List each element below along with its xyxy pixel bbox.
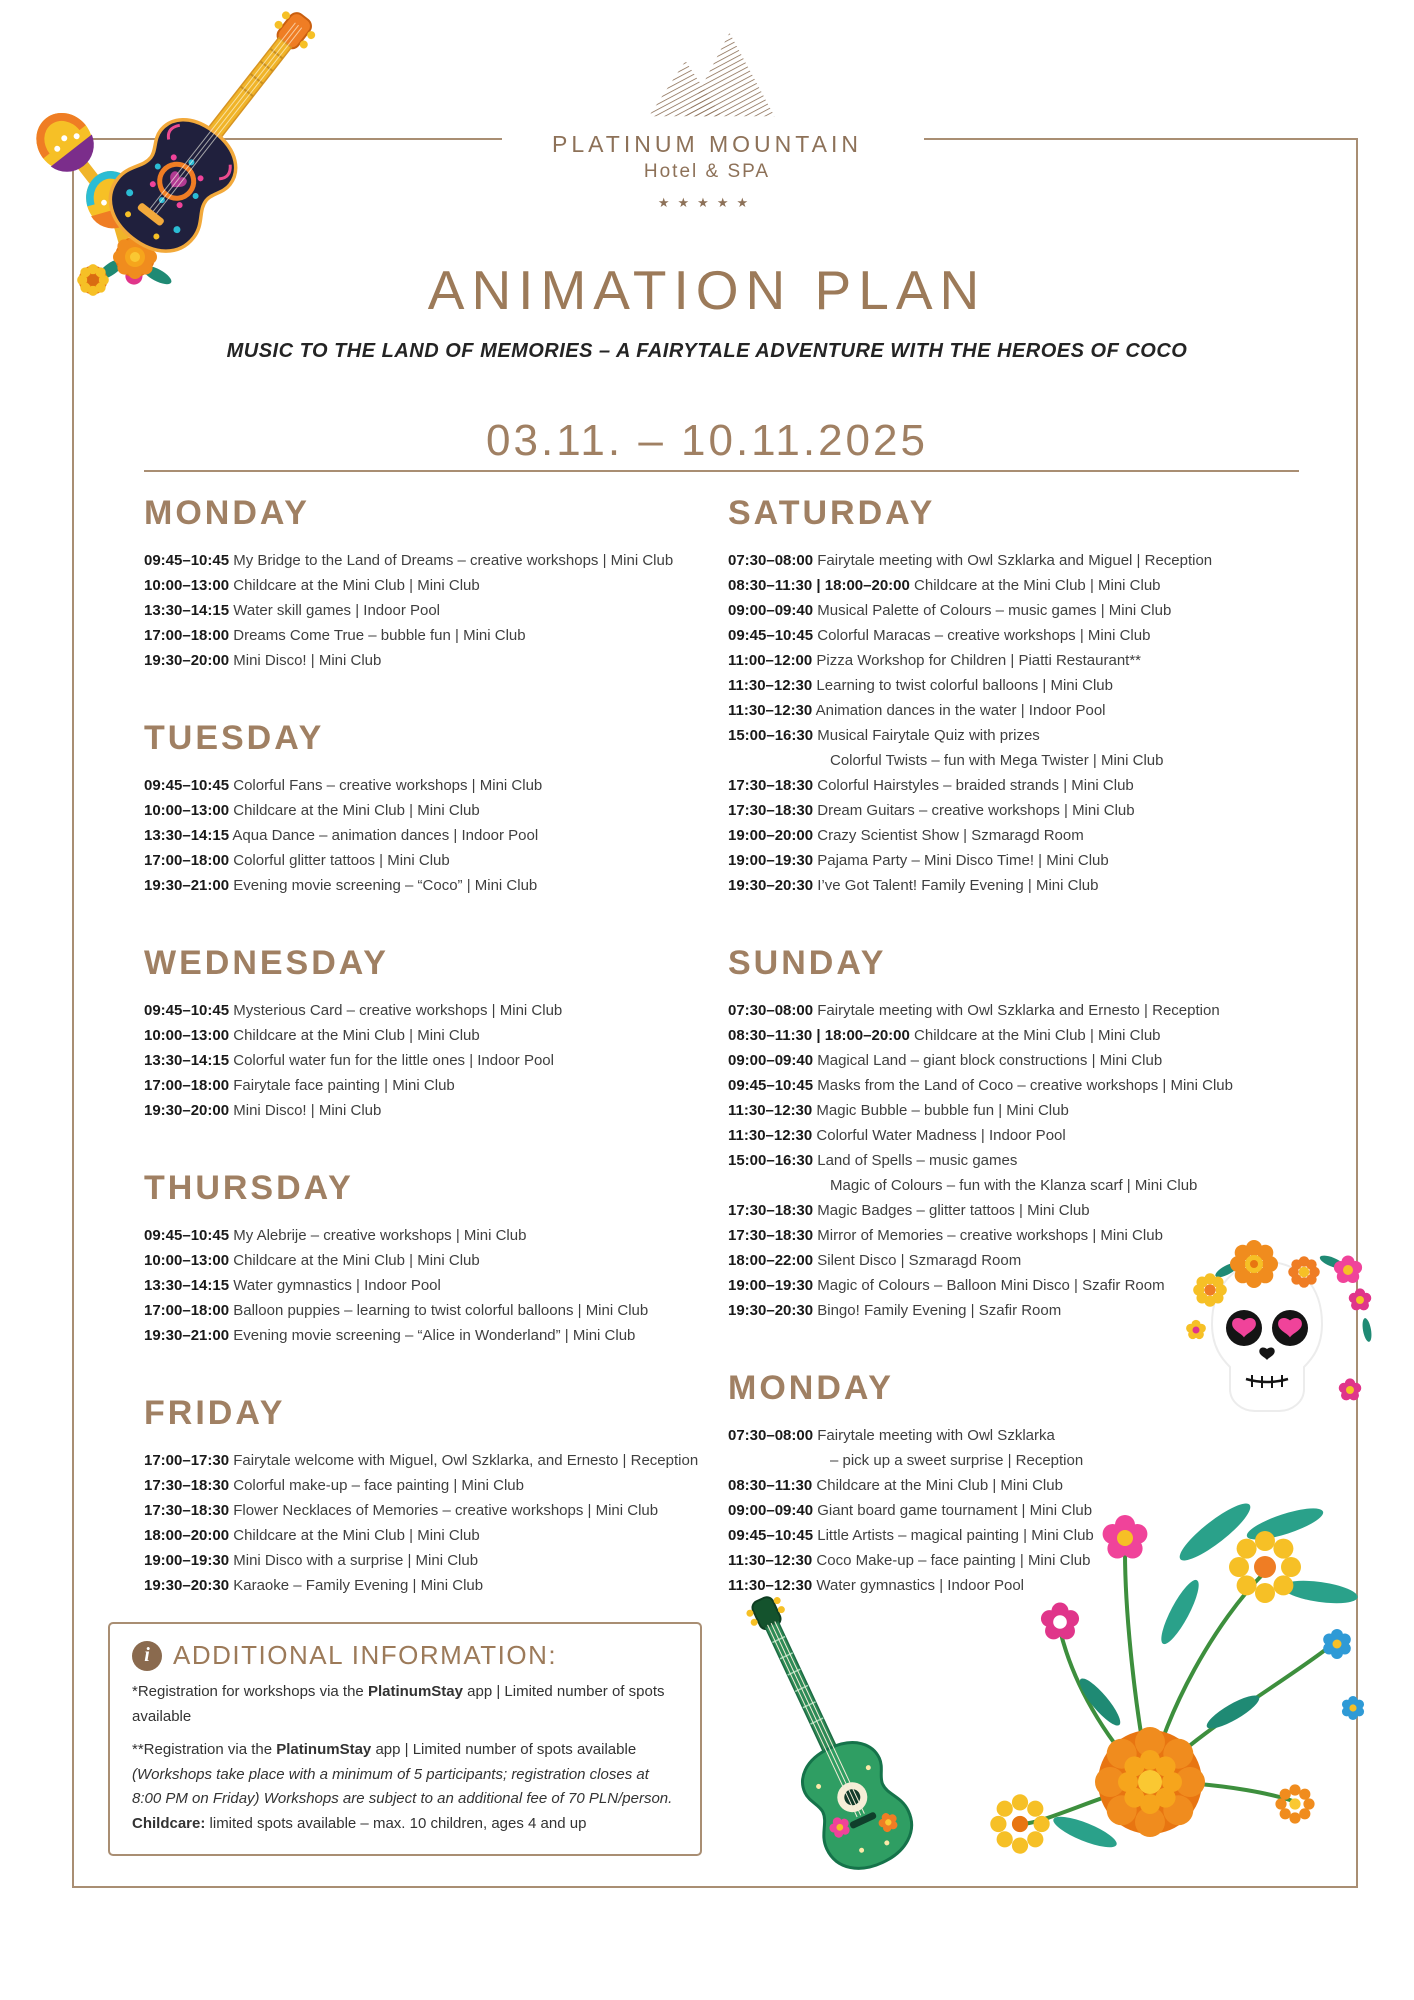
event-time: 17:30–18:30 — [728, 777, 814, 794]
event-line — [144, 1248, 719, 1273]
event-line — [728, 1073, 1328, 1098]
day-section — [728, 1369, 1328, 1598]
event-text: Flower Necklaces of Memories – creative workshops | Mini Club — [233, 1502, 659, 1519]
event-text: Evening movie screening – “Coco” | Mini Club — [233, 877, 538, 894]
event-text: Water skill games | Indoor Pool — [233, 602, 441, 619]
event-text: Dream Guitars – creative workshops | Mini Club — [817, 802, 1135, 819]
event-line — [728, 1423, 1328, 1448]
event-time: 09:00–09:40 — [728, 1052, 814, 1069]
event-line — [144, 1473, 719, 1498]
page-title: ANIMATION PLAN — [427, 259, 987, 321]
event-line — [144, 598, 719, 623]
event-line — [728, 873, 1328, 898]
event-time: 07:30–08:00 — [728, 552, 814, 569]
day-section — [144, 494, 719, 673]
event-line — [728, 1573, 1328, 1598]
event-line — [728, 1173, 1328, 1198]
event-text: Colorful Hairstyles – braided strands | Mini Club — [817, 777, 1134, 794]
event-text: Fairytale meeting with Owl Szklarka and Ernesto | Reception — [817, 1002, 1220, 1019]
event-text: Colorful water fun for the little ones | Indoor Pool — [233, 1052, 554, 1069]
day-title: FRIDAY — [144, 1394, 286, 1432]
event-text: Aqua Dance – animation dances | Indoor Pool — [232, 827, 539, 844]
day-section — [144, 719, 719, 898]
event-text: Colorful Twists – fun with Mega Twister | Mini Club — [830, 752, 1164, 769]
event-line — [728, 1123, 1328, 1148]
event-line — [728, 1048, 1328, 1073]
day-section — [144, 1169, 719, 1348]
event-time: 07:30–08:00 — [728, 1002, 814, 1019]
event-text: Coco Make-up – face painting | Mini Club — [816, 1552, 1091, 1569]
event-line — [728, 1273, 1328, 1298]
event-text: Childcare at the Mini Club | Mini Club — [233, 802, 480, 819]
event-time: 09:45–10:45 — [728, 1077, 814, 1094]
event-text: Fairytale meeting with Owl Szklarka and Miguel | Reception — [817, 552, 1213, 569]
event-text: Magic of Colours – Balloon Mini Disco | Szafir Room — [817, 1277, 1165, 1294]
frame-border-left — [72, 138, 74, 1888]
event-line — [728, 573, 1328, 598]
schedule-column-left — [144, 494, 719, 1644]
event-line — [728, 1448, 1328, 1473]
event-line — [144, 773, 719, 798]
event-line — [728, 798, 1328, 823]
event-text: Childcare at the Mini Club | Mini Club — [914, 577, 1161, 594]
event-line — [728, 1098, 1328, 1123]
event-time: 17:30–18:30 — [144, 1502, 230, 1519]
event-time: 19:30–21:00 — [144, 877, 230, 894]
event-time: 09:45–10:45 — [144, 552, 230, 569]
event-line — [728, 673, 1328, 698]
event-time: 13:30–14:15 — [144, 602, 230, 619]
event-text: Mini Disco! | Mini Club — [233, 1102, 382, 1119]
event-text: My Bridge to the Land of Dreams – creative workshops | Mini Club — [233, 552, 674, 569]
day-title: SATURDAY — [728, 494, 936, 532]
event-time: 11:30–12:30 — [728, 1577, 813, 1594]
brand-subname: Hotel & SPA — [643, 161, 771, 182]
event-time: 17:00–18:00 — [144, 852, 230, 869]
event-time: 17:30–18:30 — [728, 1202, 814, 1219]
event-time: 11:30–12:30 — [728, 702, 813, 719]
event-time: 17:00–18:00 — [144, 1302, 230, 1319]
event-text: Pajama Party – Mini Disco Time! | Mini Club — [817, 852, 1109, 869]
event-time: 19:30–20:30 — [144, 1577, 230, 1594]
event-text: Balloon puppies – learning to twist colorful balloons | Mini Club — [233, 1302, 649, 1319]
event-time: 11:30–12:30 — [728, 1552, 813, 1569]
event-text: Musical Palette of Colours – music games | Mini Club — [817, 602, 1172, 619]
additional-info-box — [108, 1622, 702, 1856]
event-line — [728, 823, 1328, 848]
event-line — [144, 1498, 719, 1523]
event-line — [144, 848, 719, 873]
event-line — [728, 1548, 1328, 1573]
date-range: 03.11. – 10.11.2025 — [486, 416, 928, 465]
event-time: 19:30–20:00 — [144, 652, 230, 669]
event-text: Colorful make-up – face painting | Mini Club — [233, 1477, 524, 1494]
event-text: Magic Badges – glitter tattoos | Mini Club — [817, 1202, 1090, 1219]
event-time: 19:00–20:00 — [728, 827, 814, 844]
day-title: WEDNESDAY — [144, 944, 389, 982]
event-time: 09:00–09:40 — [728, 1502, 814, 1519]
event-text: Childcare at the Mini Club | Mini Club — [233, 577, 480, 594]
schedule-column-right — [728, 494, 1328, 1644]
event-time: 17:00–18:00 — [144, 1077, 230, 1094]
hotel-logo — [0, 26, 1414, 211]
event-time: 18:00–22:00 — [728, 1252, 814, 1269]
event-line — [144, 623, 719, 648]
event-time: 09:45–10:45 — [144, 777, 230, 794]
event-time: 08:30–11:30 | 18:00–20:00 — [728, 577, 910, 594]
event-text: Colorful Fans – creative workshops | Mini Club — [233, 777, 543, 794]
event-time: 10:00–13:00 — [144, 802, 230, 819]
event-time: 11:30–12:30 — [728, 1102, 813, 1119]
event-text: Mysterious Card – creative workshops | Mini Club — [233, 1002, 563, 1019]
event-text: Childcare at the Mini Club | Mini Club — [914, 1027, 1161, 1044]
event-text: Childcare at the Mini Club | Mini Club — [816, 1477, 1063, 1494]
event-line — [728, 723, 1328, 748]
event-line — [144, 1048, 719, 1073]
event-text: – pick up a sweet surprise | Reception — [830, 1452, 1084, 1469]
event-text: Dreams Come True – bubble fun | Mini Club — [233, 627, 526, 644]
event-text: Giant board game tournament | Mini Club — [817, 1502, 1093, 1519]
date-divider-line — [144, 470, 1299, 472]
event-text: Masks from the Land of Coco – creative workshops | Mini Club — [817, 1077, 1233, 1094]
event-line — [728, 1223, 1328, 1248]
event-line — [728, 1298, 1328, 1323]
event-text: Evening movie screening – “Alice in Wonderland” | Mini Club — [233, 1327, 636, 1344]
event-line — [728, 1198, 1328, 1223]
event-line — [728, 598, 1328, 623]
event-time: 08:30–11:30 — [728, 1477, 813, 1494]
info-icon: i — [132, 1641, 162, 1671]
day-title: MONDAY — [728, 1369, 894, 1407]
event-line — [728, 623, 1328, 648]
event-time: 09:45–10:45 — [144, 1002, 230, 1019]
event-time: 10:00–13:00 — [144, 577, 230, 594]
event-line — [144, 1273, 719, 1298]
five-stars-icon: ★★★★★ — [657, 195, 757, 210]
event-time: 11:30–12:30 — [728, 1127, 813, 1144]
day-section — [144, 944, 719, 1123]
event-time: 13:30–14:15 — [144, 1277, 230, 1294]
day-section — [728, 494, 1328, 898]
event-time: 17:30–18:30 — [728, 802, 814, 819]
event-time: 10:00–13:00 — [144, 1027, 230, 1044]
event-text: Mirror of Memories – creative workshops | Mini Club — [817, 1227, 1163, 1244]
event-line — [728, 1148, 1328, 1173]
event-time: 19:30–21:00 — [144, 1327, 230, 1344]
event-time: 11:30–12:30 — [728, 677, 813, 694]
event-line — [728, 698, 1328, 723]
event-time: 19:30–20:30 — [728, 877, 814, 894]
event-text: Childcare at the Mini Club | Mini Club — [233, 1527, 480, 1544]
event-text: Pizza Workshop for Children | Piatti Restaurant** — [816, 652, 1142, 669]
event-line — [728, 1473, 1328, 1498]
event-line — [728, 998, 1328, 1023]
event-time: 09:45–10:45 — [144, 1227, 230, 1244]
event-time: 13:30–14:15 — [144, 1052, 230, 1069]
event-line — [144, 1223, 719, 1248]
brand-name: PLATINUM MOUNTAIN — [552, 131, 862, 157]
event-text: My Alebrije – creative workshops | Mini Club — [233, 1227, 527, 1244]
event-time: 11:00–12:00 — [728, 652, 813, 669]
event-line — [144, 998, 719, 1023]
event-time: 09:00–09:40 — [728, 602, 814, 619]
info-paragraph: **Registration via the PlatinumStay app | Limited number of spots available (Workshops take place with a minimum of 5 participants; registration closes at 8:00 PM on Friday) Workshops are subject to an additional fee of 70 PLN/person. Childcare: limited spots available – max. 10 children, ages 4 and up — [132, 1741, 673, 1832]
event-line — [728, 1523, 1328, 1548]
event-line — [728, 648, 1328, 673]
event-text: Fairytale meeting with Owl Szklarka — [817, 1427, 1055, 1444]
page-subtitle: MUSIC TO THE LAND OF MEMORIES – A FAIRYTALE ADVENTURE WITH THE HEROES OF COCO — [226, 340, 1188, 362]
day-section — [144, 1394, 719, 1598]
day-title: THURSDAY — [144, 1169, 354, 1207]
event-text: I’ve Got Talent! Family Evening | Mini Club — [817, 877, 1099, 894]
event-line — [728, 1498, 1328, 1523]
event-time: 18:00–20:00 — [144, 1527, 230, 1544]
event-text: Little Artists – magical painting | Mini Club — [817, 1527, 1094, 1544]
day-title: SUNDAY — [728, 944, 887, 982]
event-line — [144, 1073, 719, 1098]
event-line — [728, 848, 1328, 873]
event-time: 17:30–18:30 — [144, 1477, 230, 1494]
event-time: 19:30–20:30 — [728, 1302, 814, 1319]
event-time: 17:00–18:00 — [144, 627, 230, 644]
event-text: Crazy Scientist Show | Szmaragd Room — [817, 827, 1084, 844]
event-time: 13:30–14:15 — [144, 827, 230, 844]
event-line — [728, 773, 1328, 798]
event-text: Colorful Maracas – creative workshops | Mini Club — [817, 627, 1151, 644]
event-line — [144, 573, 719, 598]
event-line — [728, 548, 1328, 573]
event-line — [728, 748, 1328, 773]
event-time: 08:30–11:30 | 18:00–20:00 — [728, 1027, 910, 1044]
event-text: Magic of Colours – fun with the Klanza scarf | Mini Club — [830, 1177, 1198, 1194]
event-text: Mini Disco with a surprise | Mini Club — [233, 1552, 479, 1569]
event-line — [144, 798, 719, 823]
event-line — [144, 873, 719, 898]
event-time: 19:00–19:30 — [144, 1552, 230, 1569]
event-time: 19:00–19:30 — [728, 1277, 814, 1294]
event-line — [728, 1248, 1328, 1273]
event-text: Magic Bubble – bubble fun | Mini Club — [816, 1102, 1069, 1119]
day-title: TUESDAY — [144, 719, 325, 757]
event-text: Learning to twist colorful balloons | Mini Club — [816, 677, 1113, 694]
event-text: Bingo! Family Evening | Szafir Room — [817, 1302, 1062, 1319]
event-text: Land of Spells – music games — [817, 1152, 1018, 1169]
event-time: 09:45–10:45 — [728, 1527, 814, 1544]
event-text: Fairytale welcome with Miguel, Owl Szklarka, and Ernesto | Reception — [233, 1452, 699, 1469]
event-line — [144, 1523, 719, 1548]
info-paragraph: *Registration for workshops via the PlatinumStay app | Limited number of spots available — [132, 1683, 665, 1725]
event-time: 09:45–10:45 — [728, 627, 814, 644]
event-time: 15:00–16:30 — [728, 1152, 814, 1169]
event-text: Karaoke – Family Evening | Mini Club — [233, 1577, 484, 1594]
event-line — [144, 1448, 719, 1473]
mountain-logo-icon — [632, 26, 782, 122]
event-text: Colorful Water Madness | Indoor Pool — [816, 1127, 1066, 1144]
event-line — [144, 1323, 719, 1348]
event-text: Silent Disco | Szmaragd Room — [817, 1252, 1022, 1269]
additional-info-title: ADDITIONAL INFORMATION: — [173, 1640, 558, 1670]
event-line — [144, 1548, 719, 1573]
event-text: Fairytale face painting | Mini Club — [233, 1077, 455, 1094]
day-title: MONDAY — [144, 494, 310, 532]
event-text: Childcare at the Mini Club | Mini Club — [233, 1252, 480, 1269]
info-paragraphs — [132, 1680, 678, 1836]
event-text: Water gymnastics | Indoor Pool — [816, 1577, 1025, 1594]
event-time: 17:00–17:30 — [144, 1452, 230, 1469]
event-time: 10:00–13:00 — [144, 1252, 230, 1269]
event-line — [728, 1023, 1328, 1048]
event-time: 15:00–16:30 — [728, 727, 814, 744]
event-time: 19:00–19:30 — [728, 852, 814, 869]
event-text: Water gymnastics | Indoor Pool — [233, 1277, 441, 1294]
event-line — [144, 823, 719, 848]
event-time: 17:30–18:30 — [728, 1227, 814, 1244]
event-line — [144, 548, 719, 573]
event-text: Musical Fairytale Quiz with prizes — [817, 727, 1040, 744]
event-text: Childcare at the Mini Club | Mini Club — [233, 1027, 480, 1044]
event-text: Magical Land – giant block constructions | Mini Club — [817, 1052, 1163, 1069]
event-time: 19:30–20:00 — [144, 1102, 230, 1119]
event-line — [144, 648, 719, 673]
event-line — [144, 1098, 719, 1123]
event-text: Mini Disco! | Mini Club — [233, 652, 382, 669]
event-text: Colorful glitter tattoos | Mini Club — [233, 852, 450, 869]
event-line — [144, 1298, 719, 1323]
event-time: 07:30–08:00 — [728, 1427, 814, 1444]
day-section — [728, 944, 1328, 1323]
event-text: Animation dances in the water | Indoor Pool — [815, 702, 1106, 719]
event-line — [144, 1573, 719, 1598]
event-line — [144, 1023, 719, 1048]
